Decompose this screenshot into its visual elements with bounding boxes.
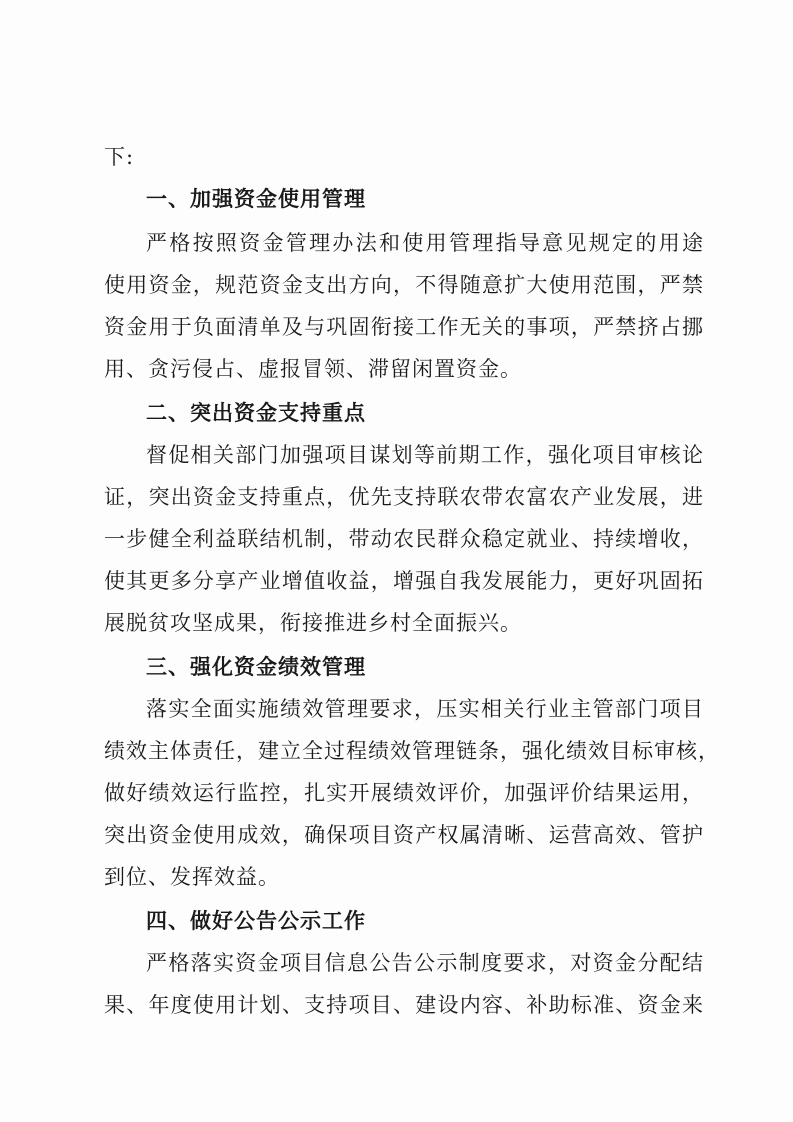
- section-2-line-4: 使其更多分享产业增值收益，增强自我发展能力，更好巩固拓: [104, 569, 704, 593]
- section-4-line-1: 严格落实资金项目信息公告公示制度要求，对资金分配结: [146, 951, 704, 975]
- section-2-line-2: 证，突出资金支持重点，优先支持联农带农富农产业发展，进: [104, 485, 704, 509]
- section-3-line-5: 到位、发挥效益。: [104, 865, 280, 889]
- section-2-line-1: 督促相关部门加强项目谋划等前期工作，强化项目审核论: [146, 443, 704, 467]
- section-2-line-5: 展脱贫攻坚成果，衔接推进乡村全面振兴。: [104, 611, 522, 635]
- section-2-line-3: 一步健全利益联结机制，带动农民群众稳定就业、持续增收，: [104, 527, 704, 551]
- section-1-heading: 一、加强资金使用管理: [146, 187, 366, 211]
- section-4-heading: 四、做好公告公示工作: [146, 909, 366, 933]
- section-1-line-3: 资金用于负面清单及与巩固衔接工作无关的事项，严禁挤占挪: [104, 315, 704, 339]
- section-2-heading: 二、突出资金支持重点: [146, 401, 366, 425]
- section-3-line-4: 突出资金使用成效，确保项目资产权属清晰、运营高效、管护: [104, 823, 704, 847]
- section-1-line-1: 严格按照资金管理办法和使用管理指导意见规定的用途: [146, 231, 704, 255]
- section-3-line-3: 做好绩效运行监控，扎实开展绩效评价，加强评价结果运用，: [104, 781, 704, 805]
- section-3-heading: 三、强化资金绩效管理: [146, 655, 366, 679]
- section-3-line-2: 绩效主体责任，建立全过程绩效管理链条，强化绩效目标审核，: [104, 739, 720, 763]
- section-3-line-1: 落实全面实施绩效管理要求，压实相关行业主管部门项目: [146, 697, 704, 721]
- lead-text: 下:: [104, 145, 135, 169]
- section-4-line-2: 果、年度使用计划、支持项目、建设内容、补助标准、资金来: [104, 993, 704, 1017]
- section-1-line-2: 使用资金，规范资金支出方向，不得随意扩大使用范围，严禁: [104, 273, 704, 297]
- section-1-line-4: 用、贪污侵占、虚报冒领、滞留闲置资金。: [104, 357, 522, 381]
